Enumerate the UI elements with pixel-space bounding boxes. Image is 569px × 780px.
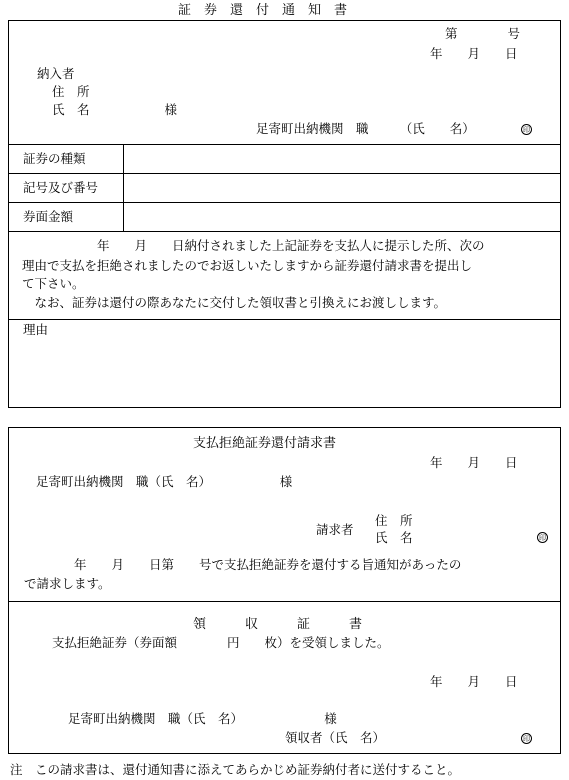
divider	[8, 319, 561, 320]
notice-date: 年 月 日	[430, 46, 518, 61]
claimant-label: 請求者	[316, 522, 354, 537]
field-label-security-type: 証券の種類	[23, 151, 86, 166]
claimant-name-label: 氏 名	[375, 530, 413, 545]
seal-mark: 印	[539, 534, 546, 542]
receiver-label: 領収者（氏 名）	[285, 730, 386, 745]
field-label-code-number: 記号及び番号	[23, 180, 99, 195]
notice-body-line: 理由で支払を拒絶されましたのでお返しいたしますから証券還付請求書を提出し	[22, 258, 473, 273]
notice-number: 第 号	[445, 26, 521, 41]
payer-address-label: 住 所	[52, 84, 90, 99]
notice-body-line: なお、証券は還付の際あなたに交付した領収書と引換えにお渡しします。	[22, 295, 447, 310]
receipt-date: 年 月 日	[430, 674, 518, 689]
field-label-face-amount: 券面金額	[23, 209, 74, 224]
claimant-address-label: 住 所	[375, 513, 413, 528]
seal-mark: 印	[523, 735, 530, 743]
notice-title: 証 券 還 付 通 知 書	[178, 3, 348, 18]
notice-frame	[8, 20, 561, 408]
divider	[8, 144, 561, 145]
column-divider	[123, 144, 124, 231]
reason-label: 理由	[23, 322, 49, 337]
request-addressee: 足寄町出納機関 職（氏 名） 様	[36, 474, 293, 489]
divider	[8, 601, 561, 602]
receipt-addressee: 足寄町出納機関 職（氏 名） 様	[68, 711, 337, 726]
footnote: 注 この請求書は、還付通知書に添えてあらかじめ証券納付者に送付すること。	[10, 762, 461, 777]
seal-mark: 印	[523, 126, 530, 134]
request-body-line: 年 月 日第 号で支払拒絶証券を還付する旨通知があったの	[24, 557, 462, 572]
request-title: 支払拒絶証券還付請求書	[193, 436, 337, 451]
divider	[8, 202, 561, 203]
receipt-title: 領 収 証 書	[193, 617, 363, 632]
payer-label: 納入者	[37, 66, 75, 81]
notice-body-line: て下さい。	[22, 276, 85, 291]
divider	[8, 173, 561, 174]
request-body-line: で請求します。	[24, 576, 111, 591]
payer-name-label: 氏 名 様	[52, 102, 178, 117]
receipt-body: 支払拒絶証券（券面額 円 枚）を受領しました。	[52, 635, 390, 650]
notice-body-line: 年 月 日納付されました上記証券を支払人に提示した所、次の	[22, 238, 485, 253]
request-date: 年 月 日	[430, 455, 518, 470]
officer-line: 足寄町出納機関 職 （氏 名）	[256, 121, 475, 136]
divider	[8, 231, 561, 232]
